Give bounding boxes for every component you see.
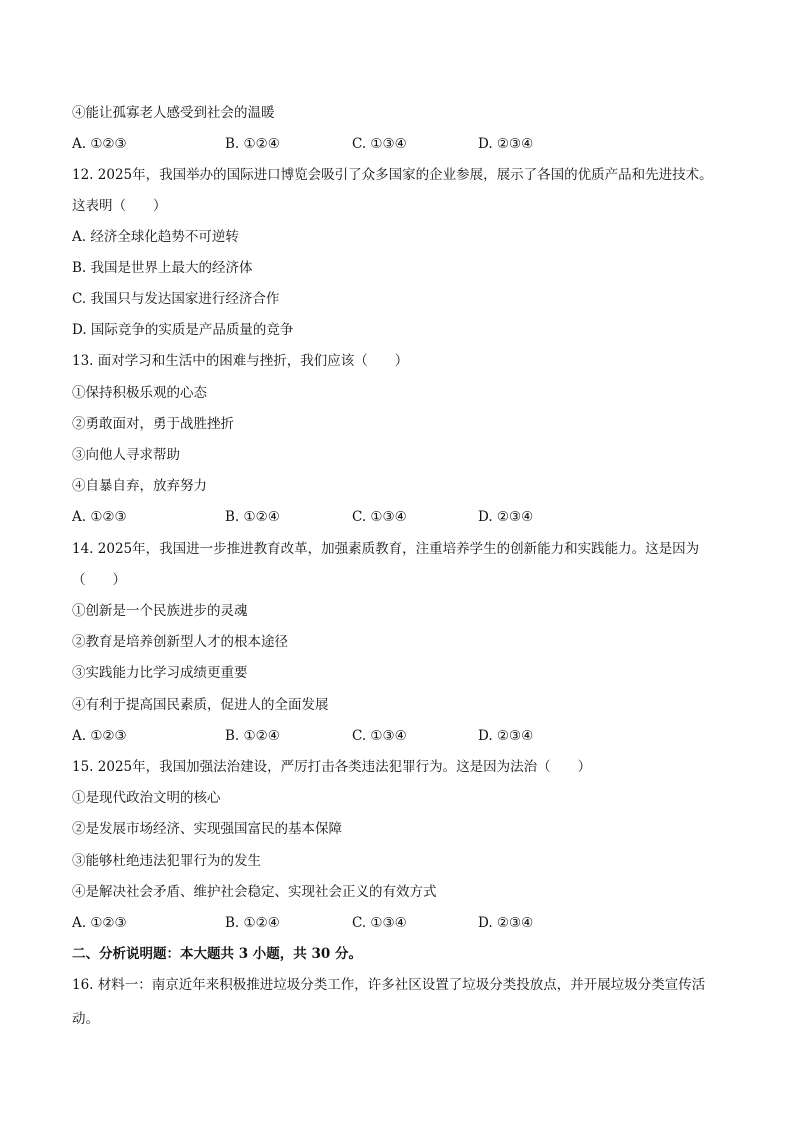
option-d: D. ②③④: [478, 136, 534, 152]
option-a: A. ①②③: [72, 136, 127, 152]
statement-3: ③能够杜绝违法犯罪行为的发生: [72, 853, 261, 869]
statement-2: ②是发展市场经济、实现强国富民的基本保障: [72, 821, 342, 837]
option-a: A. ①②③: [72, 728, 127, 744]
section-2-heading: 二、分析说明题：本大题共 3 小题，共 30 分。: [72, 946, 362, 962]
option-c: C. ①③④: [352, 509, 407, 525]
statement-1: ①保持积极乐观的心态: [72, 385, 207, 401]
option-a: A. ①②③: [72, 915, 127, 931]
option-d: D. ②③④: [478, 728, 534, 744]
statement-4: ④有利于提高国民素质，促进人的全面发展: [72, 697, 329, 713]
statement-4: ④能让孤寡老人感受到社会的温暖: [72, 105, 275, 121]
option-b: B. ①②④: [225, 915, 280, 931]
statement-3: ③实践能力比学习成绩更重要: [72, 665, 248, 681]
statement-3: ③向他人寻求帮助: [72, 447, 180, 463]
statement-2: ②教育是培养创新型人才的根本途径: [72, 634, 288, 650]
option-d: D. ②③④: [478, 915, 534, 931]
option-a: A. ①②③: [72, 509, 127, 525]
statement-4: ④是解决社会矛盾、维护社会稳定、实现社会正义的有效方式: [72, 884, 437, 900]
question-12-stem: 12. 2025年，我国举办的国际进口博览会吸引了众多国家的企业参展，展示了各国的优质产品和先进技术。: [72, 167, 713, 183]
option-c: C. ①③④: [352, 728, 407, 744]
question-16-stem: 16. 材料一：南京近年来积极推进垃圾分类工作，许多社区设置了垃圾分类投放点，并开展垃圾分类宣传活: [72, 977, 706, 993]
question-15-stem: 15. 2025年，我国加强法治建设，严厉打击各类违法犯罪行为。这是因为法治（ ）: [72, 759, 592, 775]
q15-options: [72, 914, 732, 932]
option-c: C. ①③④: [352, 136, 407, 152]
question-13-stem: 13. 面对学习和生活中的困难与挫折，我们应该（ ）: [72, 353, 409, 369]
q13-options: [72, 508, 732, 526]
option-c: C. ①③④: [352, 915, 407, 931]
option-b: B. ①②④: [225, 509, 280, 525]
q12-option-b: B. 我国是世界上最大的经济体: [72, 260, 253, 276]
statement-1: ①创新是一个民族进步的灵魂: [72, 603, 248, 619]
option-b: B. ①②④: [225, 136, 280, 152]
question-12-stem-cont: 这表明（ ）: [72, 198, 167, 214]
question-14-stem: 14. 2025年，我国进一步推进教育改革，加强素质教育，注重培养学生的创新能力和实践能力。这是因为: [72, 541, 700, 557]
option-d: D. ②③④: [478, 509, 534, 525]
question-16-stem-cont: 动。: [72, 1011, 99, 1027]
q12-option-d: D. 国际竞争的实质是产品质量的竞争: [72, 322, 294, 338]
statement-4: ④自暴自弃，放弃努力: [72, 478, 207, 494]
question-14-stem-cont: （ ）: [72, 572, 126, 588]
q12-option-c: C. 我国只与发达国家进行经济合作: [72, 291, 280, 307]
q12-option-a: A. 经济全球化趋势不可逆转: [72, 229, 239, 245]
q11-options: [72, 135, 732, 153]
statement-2: ②勇敢面对，勇于战胜挫折: [72, 416, 234, 432]
option-b: B. ①②④: [225, 728, 280, 744]
q14-options: [72, 727, 732, 745]
statement-1: ①是现代政治文明的核心: [72, 790, 221, 806]
